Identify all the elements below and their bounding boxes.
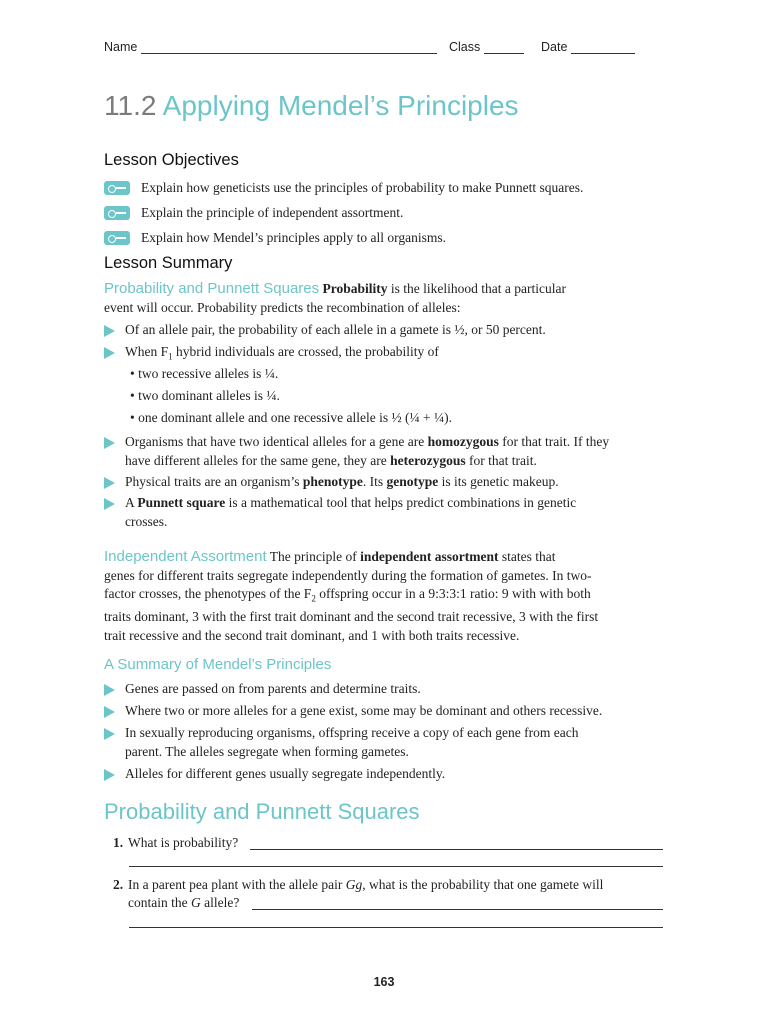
paragraph-text: states that: [498, 549, 556, 564]
objective-item: [104, 205, 403, 221]
paragraph-text: offspring occur in a 9:3:3:1 ratio: 9 with with both: [315, 586, 591, 601]
text: crosses.: [125, 513, 168, 529]
independent-assortment-paragraph: [104, 548, 664, 645]
class-field[interactable]: [449, 40, 524, 54]
paragraph-text: trait recessive and the second trait dominant, and 1 with both traits recessive.: [104, 627, 520, 643]
text: allele?: [200, 895, 240, 910]
text: In sexually reproducing organisms, offspring receive a copy of each gene from each: [125, 725, 579, 740]
key-icon: [104, 181, 130, 195]
answer-line[interactable]: [129, 927, 663, 928]
subscript: 1: [168, 351, 173, 362]
bullet-text: Where two or more alleles for a gene exist, some may be dominant and others recessive.: [125, 703, 603, 718]
summary-bullet: [104, 433, 664, 470]
summary-bullet: [104, 702, 664, 721]
date-blank[interactable]: [571, 41, 635, 54]
objective-item: [104, 230, 446, 246]
chapter-name: Applying Mendel’s Principles: [162, 90, 519, 121]
summary-bullet: [104, 343, 664, 366]
name-blank[interactable]: [141, 41, 437, 54]
term-genotype: genotype: [386, 474, 439, 489]
term-punnett-square: Punnett square: [137, 495, 226, 510]
text: hybrid individuals are crossed, the probability of: [172, 344, 439, 359]
triangle-bullet-icon: [104, 728, 115, 740]
answer-line[interactable]: [129, 866, 663, 867]
date-label: Date: [541, 40, 568, 54]
question-number: 1.: [113, 835, 124, 850]
dot-item: • two recessive alleles is ¼.: [130, 366, 279, 381]
text: for that trait.: [465, 452, 537, 468]
objective-text: Explain how geneticists use the principles of probability to make Punnett squares.: [141, 180, 584, 195]
subscript: 2: [311, 593, 316, 604]
triangle-bullet-icon: [104, 706, 115, 718]
answer-line[interactable]: [250, 849, 663, 850]
text: In a parent pea plant with the allele pair: [128, 877, 346, 892]
text: contain the: [128, 895, 191, 910]
text: Organisms that have two identical alleles for a gene are: [125, 434, 428, 449]
summary-bullet: [104, 680, 664, 699]
paragraph-text: factor crosses, the phenotypes of the F: [104, 586, 312, 601]
triangle-bullet-icon: [104, 769, 115, 781]
summary-bullet: [104, 321, 664, 340]
date-field[interactable]: [541, 40, 635, 54]
chapter-title: [104, 90, 519, 122]
triangle-bullet-icon: [104, 477, 115, 489]
dot-item: • two dominant alleles is ¼.: [130, 388, 280, 403]
triangle-bullet-icon: [104, 684, 115, 696]
probability-subhead: Probability and Punnett Squares: [104, 280, 320, 297]
triangle-bullet-icon: [104, 498, 115, 510]
independent-assortment-subhead: Independent Assortment: [104, 548, 267, 565]
objectives-heading: Lesson Objectives: [104, 151, 239, 169]
bullet-text: [125, 494, 576, 531]
text: , what is the probability that one gamete will: [362, 877, 604, 892]
text: parent. The alleles segregate when forming gametes.: [125, 743, 409, 759]
answer-line[interactable]: [252, 909, 663, 910]
chapter-number: 11.2: [104, 90, 157, 121]
summary-heading: Lesson Summary: [104, 254, 233, 272]
bullet-text: Alleles for different genes usually segregate independently.: [125, 766, 446, 781]
question-text: [128, 877, 668, 893]
text: When F: [125, 344, 169, 359]
summary-bullet: [104, 494, 664, 531]
paragraph-text: is the likelihood that a particular: [387, 281, 566, 296]
key-icon: [104, 206, 130, 220]
text: for that trait. If they: [498, 434, 610, 449]
bullet-text: [125, 433, 609, 470]
triangle-bullet-icon: [104, 347, 115, 359]
question-text-line2: [128, 895, 239, 911]
paragraph-text: event will occur. Probability predicts the recombination of alleles:: [104, 299, 461, 315]
text: have different alleles for the same gene, they are: [125, 452, 391, 468]
class-label: Class: [449, 40, 481, 54]
text: A: [125, 495, 138, 510]
term-homozygous: homozygous: [427, 434, 499, 449]
question-number: 2.: [113, 877, 124, 892]
text: is its genetic makeup.: [438, 474, 559, 489]
paragraph-text: traits dominant, 3 with the first trait dominant and the second trait recessive, 3 with the first: [104, 609, 599, 625]
allele: G: [190, 895, 201, 910]
text: is a mathematical tool that helps predict combinations in genetic: [225, 495, 577, 510]
objective-item: [104, 180, 583, 196]
text: . Its: [362, 474, 387, 489]
bullet-text: [125, 724, 578, 761]
term-independent-assortment: independent assortment: [360, 549, 499, 564]
term-heterozygous: heterozygous: [390, 452, 466, 468]
dot-item: • one dominant allele and one recessive allele is ½ (¼ + ¼).: [130, 410, 452, 425]
objective-text: Explain how Mendel’s principles apply to all organisms.: [141, 230, 446, 245]
bullet-text: [125, 343, 439, 366]
term-phenotype: phenotype: [302, 474, 363, 489]
page-number: 163: [373, 975, 395, 989]
summary-bullet: [104, 765, 664, 784]
triangle-bullet-icon: [104, 325, 115, 337]
summary-bullet: [104, 473, 664, 492]
bullet-text: Of an allele pair, the probability of each allele in a gamete is ½, or 50 percent.: [125, 322, 546, 337]
bullet-text: [125, 473, 559, 492]
name-label: Name: [104, 40, 138, 54]
text: Physical traits are an organism’s: [125, 474, 303, 489]
paragraph-text: The principle of: [266, 549, 361, 564]
paragraph-text: genes for different traits segregate independently during the formation of gametes. In two-: [104, 567, 592, 583]
triangle-bullet-icon: [104, 437, 115, 449]
class-blank[interactable]: [484, 41, 524, 54]
bullet-text: Genes are passed on from parents and determine traits.: [125, 681, 421, 696]
key-icon: [104, 231, 130, 245]
mendel-summary-subhead: A Summary of Mendel’s Principles: [104, 656, 332, 673]
allele-pair: Gg: [345, 877, 363, 892]
name-field[interactable]: [104, 40, 437, 54]
section-title: Probability and Punnett Squares: [104, 799, 420, 824]
summary-bullet: [104, 724, 664, 761]
probability-paragraph: [104, 280, 664, 317]
objective-text: Explain the principle of independent assortment.: [141, 205, 404, 220]
question-text: What is probability?: [128, 835, 239, 850]
term-probability: Probability: [322, 281, 388, 296]
